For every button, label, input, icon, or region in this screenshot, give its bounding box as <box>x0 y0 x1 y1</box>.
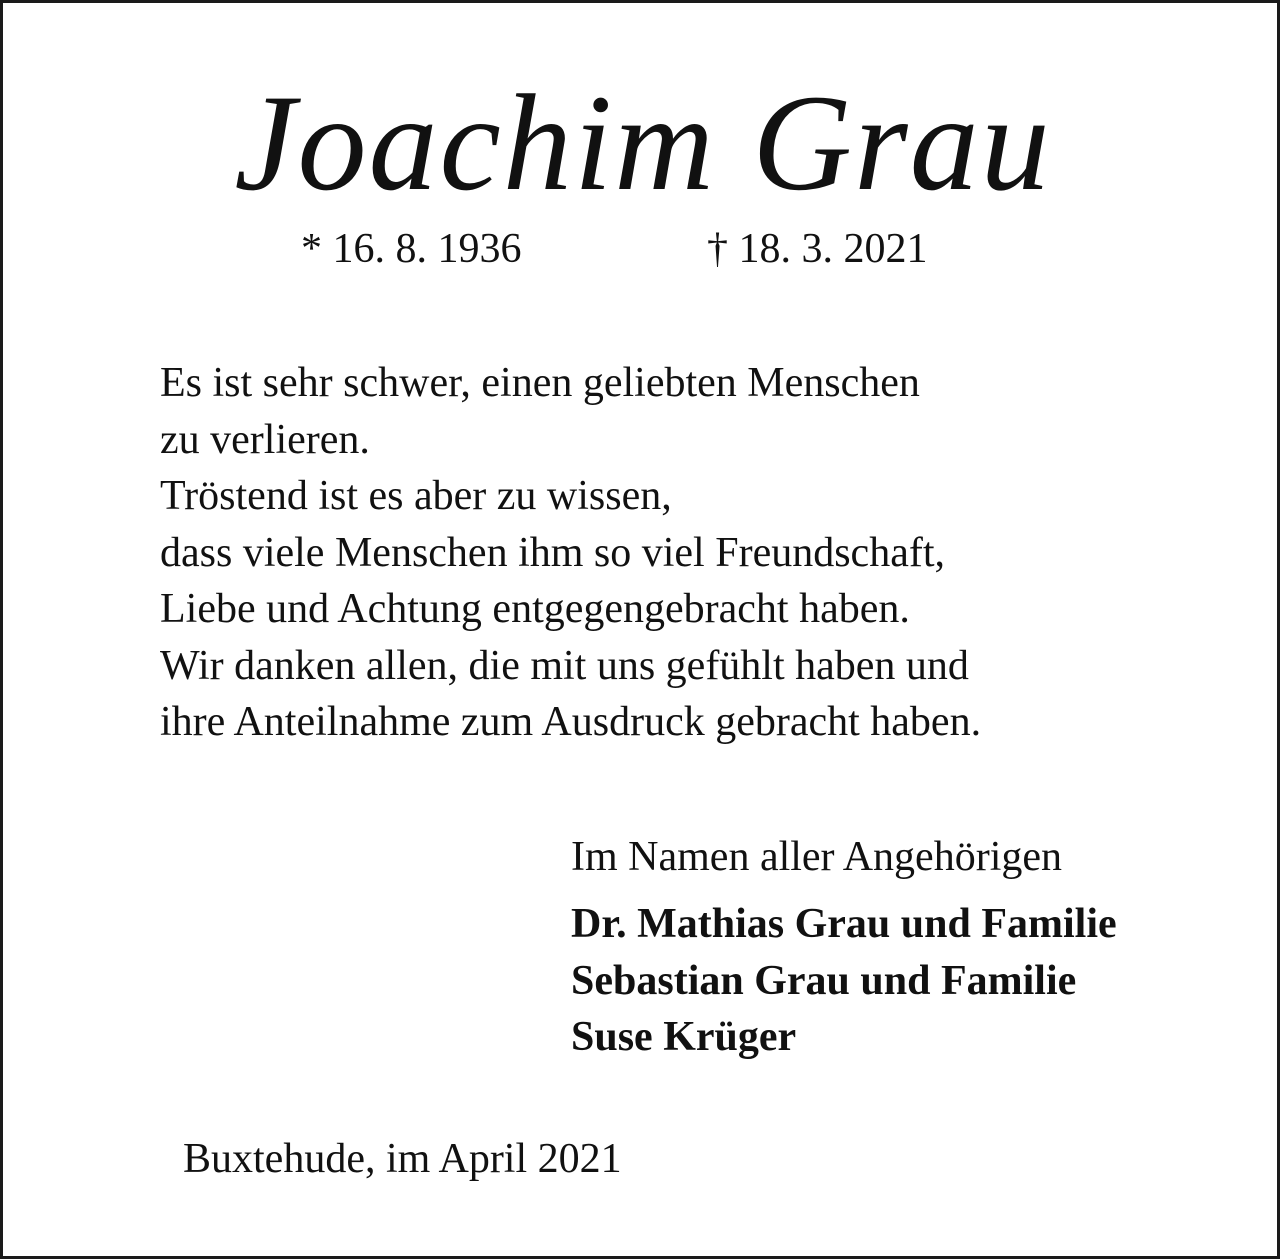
birth-date: * 16. 8. 1936 <box>301 226 522 272</box>
signer-name: Dr. Mathias Grau und Familie <box>571 901 1117 947</box>
signer-name: Sebastian Grau und Familie <box>571 957 1077 1004</box>
verse-line: ihre Anteilnahme zum Ausdruck gebracht haben. <box>160 699 982 745</box>
deceased-name: Joachim Grau <box>234 66 1052 219</box>
signer-name: Suse Krüger <box>571 1014 797 1060</box>
verse-line: Wir danken allen, die mit uns gefühlt haben und <box>160 642 969 689</box>
verse-line: Es ist sehr schwer, einen geliebten Menschen <box>160 360 920 406</box>
place-and-date: Buxtehude, im April 2021 <box>183 1136 622 1182</box>
verse-line: zu verlieren. <box>160 416 370 463</box>
death-date: † 18. 3. 2021 <box>707 226 928 272</box>
verse-line: dass viele Menschen ihm so viel Freundschaft, <box>160 529 945 576</box>
memorial-verse <box>160 355 981 751</box>
signoff-text: Im Namen aller Angehörigen <box>571 834 1062 880</box>
verse-line: Liebe und Achtung entgegengebracht haben. <box>160 586 910 632</box>
verse-line: Tröstend ist es aber zu wissen, <box>160 473 672 519</box>
signer-list <box>571 896 1117 1066</box>
